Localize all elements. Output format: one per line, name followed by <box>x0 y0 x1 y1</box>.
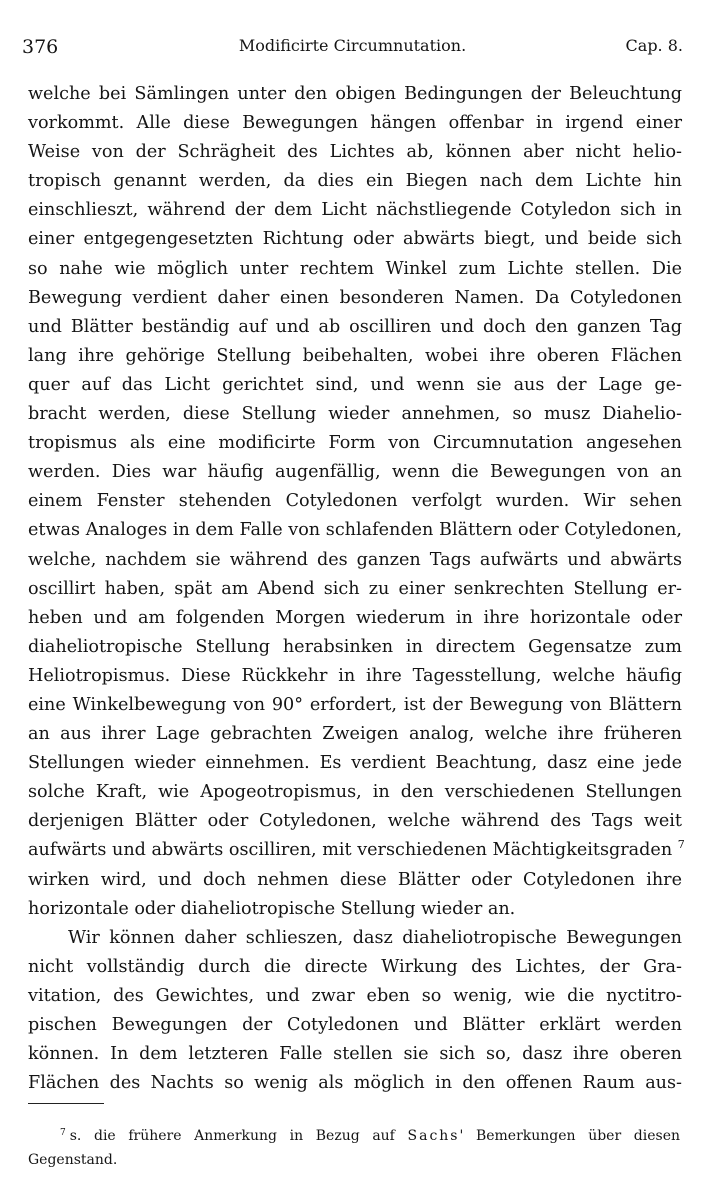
footnote-divider <box>28 1103 104 1104</box>
text-line: solche Kraft, wie Apogeotropismus, in den verschiedenen Stellungen <box>28 782 682 803</box>
footnote-text: s. die frühere Anmerkung in Bezug auf <box>69 1128 395 1144</box>
text-line: welche bei Sämlingen unter den obigen Bedingungen der Beleuchtung <box>28 84 682 104</box>
footnote-line <box>28 1124 680 1148</box>
text-line: nicht vollständig durch die directe Wirkung des Lichtes, der Gra- <box>28 956 682 977</box>
text-line: vorkommt. Alle diese Bewegungen hängen offenbar in irgend einer <box>28 113 682 134</box>
text-line: an aus ihrer Lage gebrachten Zweigen analog, welche ihre früheren <box>28 724 682 745</box>
running-title: Modificirte Circumnutation. <box>238 36 467 55</box>
text-line: pischen Bewegungen der Cotyledonen und Blätter erklärt werden <box>28 1015 682 1035</box>
text-line: tropismus als eine modificirte Form von Circumnutation angesehen <box>28 433 682 454</box>
paragraph-last-line: horizontale oder diaheliotropische Stellung wieder an. <box>28 898 516 919</box>
text-line-content: aufwärts und abwärts oscilliren, mit verschiedenen Mächtigkeitsgraden <box>28 840 673 861</box>
text-line: vitation, des Gewichtes, und zwar eben so wenig, wie die nyctitro- <box>28 985 682 1006</box>
chapter-label: Cap. 8. <box>625 36 683 55</box>
text-line: werden. Dies war häufig augenfällig, wenn die Bewegungen von an <box>28 462 682 483</box>
footnote-author-name: Sachs <box>407 1128 460 1144</box>
text-line: Heliotropismus. Diese Rückkehr in ihre Tagesstellung, welche häufig <box>28 665 682 686</box>
text-line: einem Fenster stehenden Cotyledonen verfolgt wurden. Wir sehen <box>28 491 682 512</box>
text-line: etwas Analoges in dem Falle von schlafenden Blättern oder Cotyledonen, <box>28 520 682 541</box>
footnote-reference[interactable]: 7 <box>677 838 685 852</box>
text-line: quer auf das Licht gerichtet sind, und wenn sie aus der Lage ge- <box>28 374 682 395</box>
footnote <box>28 1124 680 1172</box>
text-line: oscillirt haben, spät am Abend sich zu einer senkrechten Stellung er- <box>28 578 682 599</box>
footnote-text-continued: ' Bemerkungen über diesen <box>459 1128 680 1144</box>
text-line: einschlieszt, während der dem Licht nächstliegende Cotyledon sich in <box>28 200 682 221</box>
text-line: und Blätter beständig auf und ab oscilliren und doch den ganzen Tag <box>28 316 682 337</box>
text-line: heben und am folgenden Morgen wiederum in ihre horizontale oder <box>28 607 682 628</box>
text-line: lang ihre gehörige Stellung beibehalten, wobei ihre oberen Flächen <box>28 345 682 366</box>
page-number: 376 <box>22 36 59 58</box>
text-line: Stellungen wieder einnehmen. Es verdient Beachtung, dasz eine jede <box>28 753 682 774</box>
text-line: diaheliotropische Stellung herabsinken in directem Gegensatze zum <box>28 636 682 657</box>
footnote-line: Gegenstand. <box>28 1152 118 1168</box>
paragraph-first-line: Wir können daher schlieszen, dasz diaheliotropische Bewegungen <box>68 927 682 948</box>
text-line: so nahe wie möglich unter rechtem Winkel zum Lichte stellen. Die <box>28 258 682 279</box>
text-line: eine Winkelbewegung von 90° erfordert, ist der Bewegung von Blättern <box>28 694 682 715</box>
page-header <box>22 36 683 60</box>
text-line: einer entgegengesetzten Richtung oder abwärts biegt, und beide sich <box>28 229 682 250</box>
footnote-mark: 7 <box>60 1128 66 1138</box>
body-text <box>28 80 685 1098</box>
text-line: derjenigen Blätter oder Cotyledonen, welche während des Tags weit <box>28 811 682 832</box>
text-line: Bewegung verdient daher einen besonderen Namen. Da Cotyledonen <box>28 287 682 308</box>
text-line: wirken wird, und doch nehmen diese Blätter oder Cotyledonen ihre <box>28 869 682 890</box>
text-line: tropisch genannt werden, da dies ein Biegen nach dem Lichte hin <box>28 171 682 192</box>
text-line: Flächen des Nachts so wenig als möglich in den offenen Raum aus- <box>28 1073 682 1094</box>
text-line: bracht werden, diese Stellung wieder annehmen, so musz Diahelio- <box>28 404 682 425</box>
text-line-with-footnote-ref <box>28 836 685 865</box>
text-line: welche, nachdem sie während des ganzen Tags aufwärts und abwärts <box>28 549 682 570</box>
text-line: können. In dem letzteren Falle stellen sie sich so, dasz ihre oberen <box>28 1044 682 1065</box>
text-line: Weise von der Schrägheit des Lichtes ab, können aber nicht helio- <box>28 142 682 163</box>
